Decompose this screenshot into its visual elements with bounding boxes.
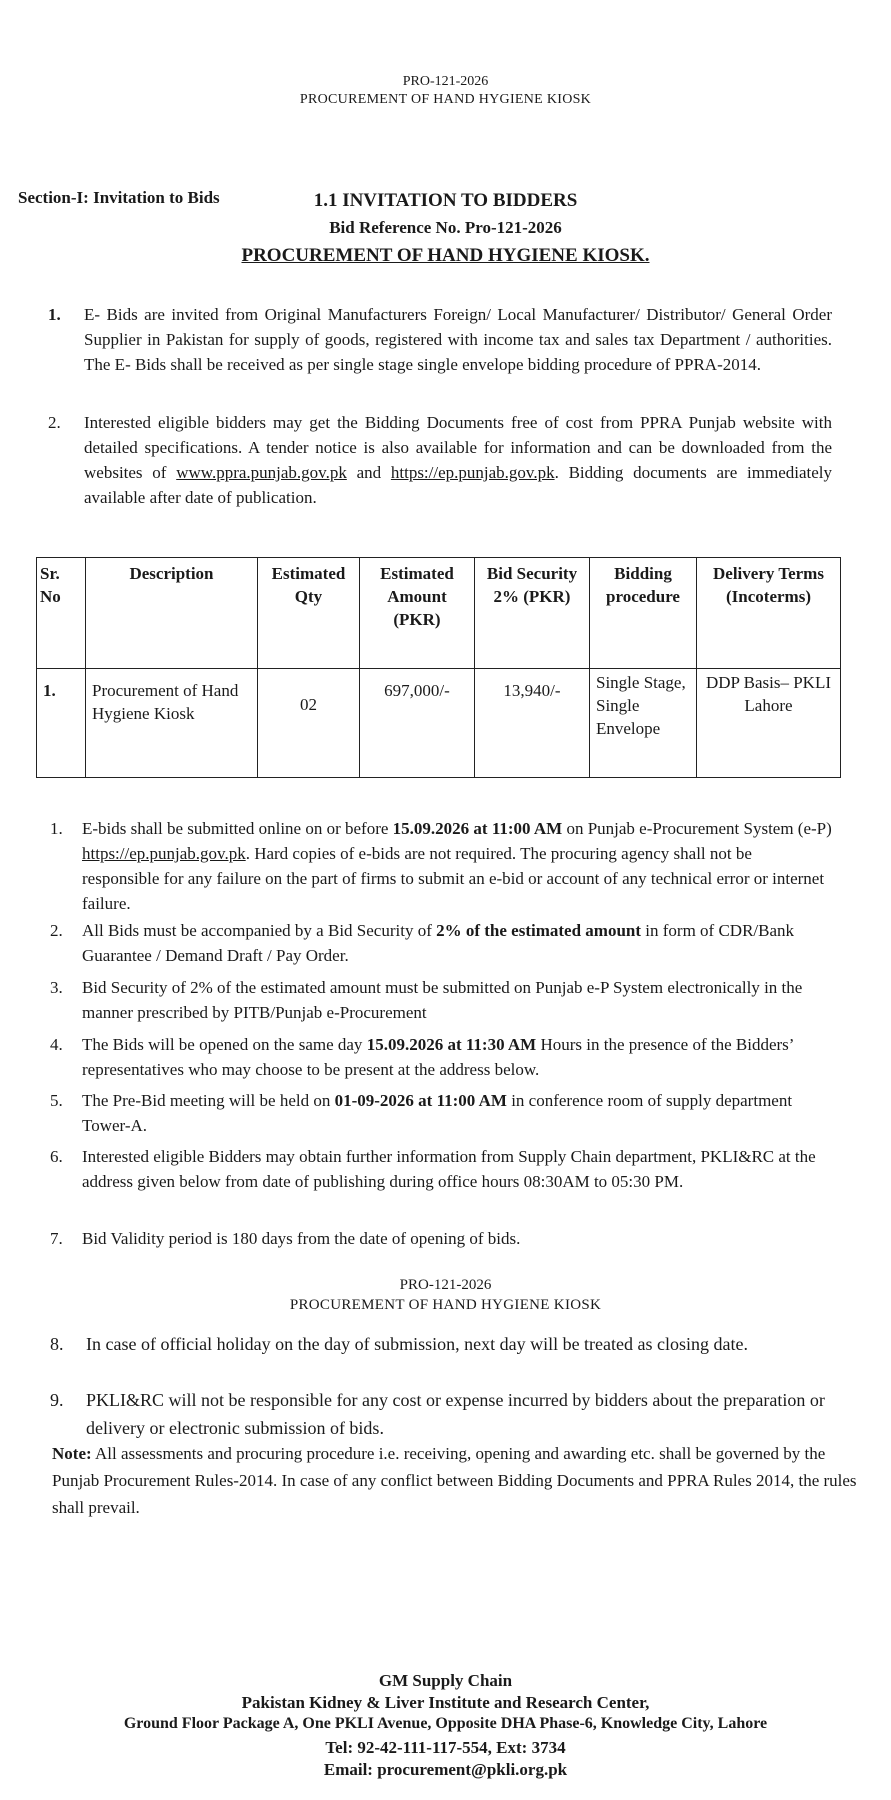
- col-header-estimated-qty: Estimated Qty: [258, 558, 360, 669]
- condition-item-4: [50, 1032, 832, 1082]
- col-header-description: Description: [86, 558, 258, 669]
- condition-text: Bid Validity period is 180 days from the date of opening of bids.: [82, 1229, 521, 1248]
- condition-text: in form of CDR/Bank Guarantee / Demand Draft / Pay Order.: [82, 921, 795, 965]
- intro-item-number: 2.: [48, 413, 61, 432]
- footer-address: Ground Floor Package A, One PKLI Avenue, Opposite DHA Phase-6, Knowledge City, Lahore: [123, 1715, 768, 1732]
- condition-text: E-bids shall be submitted online on or before: [82, 819, 393, 838]
- condition-text: in conference room of supply department Tower-A.: [82, 1091, 793, 1135]
- col-header-estimated-amount: Estimated Amount (PKR): [360, 558, 475, 669]
- condition-item-7: [50, 1226, 832, 1251]
- intro-item-text: E- Bids are invited from Original Manufacturers Foreign/ Local Manufacturer/ Distributor/ General Order Supplier in Pakistan for supply of goods, registered with income tax and sales tax Department / authorities. The E- Bids shall be received as per single stage single envelope bidding procedure of PPRA-2014.: [84, 305, 832, 374]
- condition-text: on Punjab e-Procurement System (e-P): [562, 819, 832, 838]
- condition-text: The Bids will be opened on the same day: [82, 1035, 367, 1054]
- cell-estimated-qty: 02: [258, 669, 360, 778]
- condition-number: 5.: [50, 1091, 63, 1110]
- submission-deadline: 15.09.2026 at 11:00 AM: [392, 819, 563, 838]
- col-header-bid-security: Bid Security 2% (PKR): [475, 558, 590, 669]
- condition-number: 1.: [50, 819, 63, 838]
- col-header-sr-no: Sr. No: [37, 558, 86, 669]
- condition-number: 7.: [50, 1229, 63, 1248]
- intro-item-text-b: and: [346, 463, 391, 482]
- intro-item-1: [48, 302, 832, 377]
- note-label: Note:: [52, 1444, 92, 1463]
- header-ref-code: PRO-121-2026: [402, 74, 489, 89]
- cell-estimated-amount: 697,000/-: [360, 669, 475, 778]
- condition-item-6: [50, 1144, 832, 1194]
- opening-time: 15.09.2026 at 11:30 AM: [366, 1035, 537, 1054]
- cell-description: Procurement of Hand Hygiene Kiosk: [86, 669, 258, 778]
- condition-text: PKLI&RC will not be responsible for any cost or expense incurred by bidders about the preparation or delivery or electronic submission of bids.: [86, 1390, 825, 1438]
- epunjab-link[interactable]: https://ep.punjab.gov.pk: [82, 844, 246, 863]
- section-heading: 1.1 INVITATION TO BIDDERS: [313, 190, 578, 211]
- note-text: All assessments and procuring procedure i.e. receiving, opening and awarding etc. shall be governed by the Punjab Procurement Rules-2014. In case of any conflict between Bidding Documents and PPRA Rules 2014, the rules shall prevail.: [52, 1444, 857, 1517]
- cell-delivery-terms: DDP Basis– PKLI Lahore: [697, 669, 841, 778]
- table-row: [37, 669, 841, 778]
- section-subject: PROCUREMENT OF HAND HYGIENE KIOSK.: [241, 245, 650, 266]
- footer-email[interactable]: Email: procurement@pkli.org.pk: [323, 1760, 568, 1779]
- condition-text: Hours in the presence of the Bidders’ representatives who may choose to be present at the address below.: [82, 1035, 794, 1079]
- condition-item-1: [50, 816, 832, 916]
- condition-text: Bid Security of 2% of the estimated amount must be submitted on Punjab e-P System electronically in the manner prescribed by PITB/Punjab e-Procurement: [82, 978, 803, 1022]
- epunjab-website-link[interactable]: https://ep.punjab.gov.pk: [390, 463, 555, 482]
- intro-item-text-c: . Bidding documents are immediately available after date of publication.: [84, 463, 832, 507]
- condition-item-5: [50, 1088, 832, 1138]
- page2-ref-code: PRO-121-2026: [399, 1277, 492, 1293]
- footer-organization: Pakistan Kidney & Liver Institute and Research Center,: [241, 1693, 650, 1712]
- condition-number: 4.: [50, 1035, 63, 1054]
- table-header-row: [37, 558, 841, 669]
- condition-number: 9.: [50, 1390, 64, 1410]
- condition-text: All Bids must be accompanied by a Bid Security of: [82, 921, 437, 940]
- header-title: PROCUREMENT OF HAND HYGIENE KIOSK: [299, 92, 592, 107]
- col-header-delivery-terms: Delivery Terms (Incoterms): [697, 558, 841, 669]
- condition-text: Interested eligible Bidders may obtain further information from Supply Chain department, PKLI&RC at the address given below from date of publishing during office hours 08:30AM to 05:30 PM.: [82, 1147, 816, 1191]
- cell-bidding-procedure: Single Stage, Single Envelope: [590, 669, 697, 778]
- condition-number: 6.: [50, 1147, 63, 1166]
- condition-item-9: [50, 1386, 876, 1442]
- condition-number: 2.: [50, 921, 63, 940]
- cell-bid-security: 13,940/-: [475, 669, 590, 778]
- condition-item-3: [50, 975, 832, 1025]
- condition-text: The Pre-Bid meeting will be held on: [82, 1091, 335, 1110]
- intro-item-2: [48, 410, 832, 510]
- condition-item-2: [50, 918, 832, 968]
- section-label: Section-I: Invitation to Bids: [18, 188, 220, 207]
- col-header-bidding-procedure: Bidding procedure: [590, 558, 697, 669]
- condition-number: 3.: [50, 978, 63, 997]
- condition-text: . Hard copies of e-bids are not required. The procuring agency shall not be responsible for any failure on the part of firms to submit an e-bid or account of any technical error or internet failure.: [82, 844, 825, 913]
- page2-title: PROCUREMENT OF HAND HYGIENE KIOSK: [289, 1297, 602, 1313]
- bid-security-amount: 2% of the estimated amount: [436, 921, 642, 940]
- intro-item-number: 1.: [48, 305, 61, 324]
- footer-title: GM Supply Chain: [378, 1671, 513, 1690]
- ppra-website-link[interactable]: www.ppra.punjab.gov.pk: [176, 463, 347, 482]
- bids-table: [36, 557, 841, 778]
- pre-bid-meeting-time: 01-09-2026 at 11:00 AM: [334, 1091, 507, 1110]
- bid-reference: Bid Reference No. Pro-121-2026: [329, 218, 562, 237]
- condition-item-8: [50, 1330, 876, 1358]
- condition-text: In case of official holiday on the day of submission, next day will be treated as closing date.: [86, 1334, 748, 1354]
- intro-item-text-a: Interested eligible bidders may get the Bidding Documents free of cost from PPRA Punjab website with detailed specifications. A tender notice is also available for information and can be downloaded from the websites of: [84, 413, 832, 482]
- cell-sr-no: 1.: [37, 669, 86, 778]
- footer-telephone: Tel: 92-42-111-117-554, Ext: 3734: [325, 1738, 566, 1757]
- note-paragraph: [52, 1440, 872, 1521]
- condition-number: 8.: [50, 1334, 64, 1354]
